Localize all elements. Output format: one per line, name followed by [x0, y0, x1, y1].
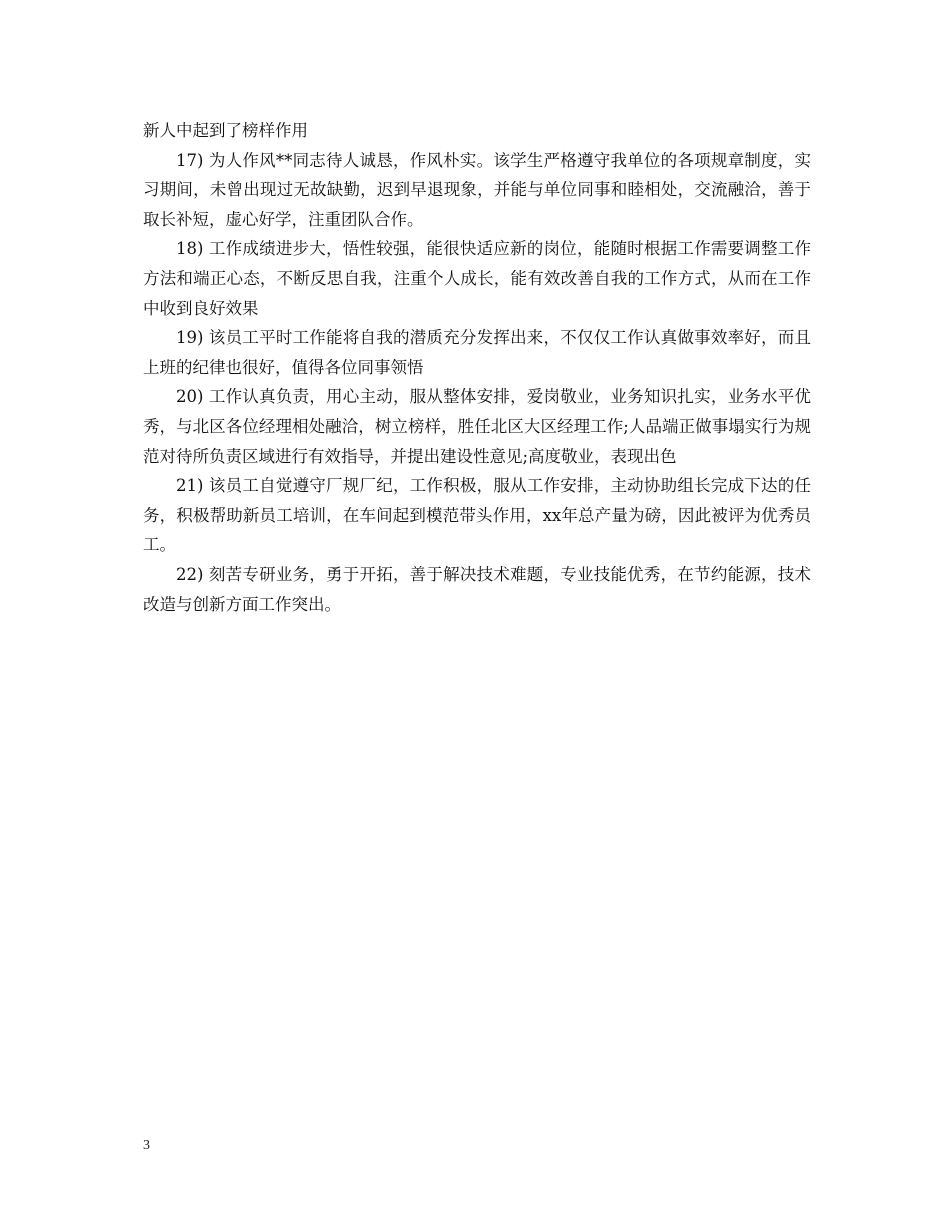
paragraph-item-20: 20) 工作认真负责，用心主动，服从整体安排，爱岗敬业，业务知识扎实，业务水平优秀，与北区各位经理相处融洽，树立榜样，胜任北区大区经理工作;人品端正做事塌实行为规范对待所负责区域进行有效指导，并提出建设性意见;高度敬业，表现出色 [143, 387, 811, 466]
paragraph-item-22: 22) 刻苦专研业务，勇于开拓，善于解决技术难题，专业技能优秀，在节约能源，技术改造与创新方面工作突出。 [143, 564, 811, 614]
paragraph-item-21: 21) 该员工自觉遵守厂规厂纪，工作积极，服从工作安排，主动协助组长完成下达的任务，积极帮助新员工培训，在车间起到模范带头作用，xx年总产量为磅，因此被评为优秀员工。 [143, 476, 811, 555]
paragraph-item-18: 18) 工作成绩进步大，悟性较强，能很快适应新的岗位，能随时根据工作需要调整工作方法和端正心态，不断反思自我，注重个人成长，能有效改善自我的工作方式，从而在工作中收到良好效果 [143, 239, 811, 318]
paragraph-item-17: 17) 为人作风**同志待人诚恳，作风朴实。该学生严格遵守我单位的各项规章制度，实习期间，未曾出现过无故缺勤，迟到早退现象，并能与单位同事和睦相处，交流融洽，善于取长补短，虚心好学，注重团队合作。 [143, 150, 811, 229]
page-number: 3 [143, 1138, 150, 1153]
paragraph-item-19: 19) 该员工平时工作能将自我的潜质充分发挥出来，不仅仅工作认真做事效率好，而且上班的纪律也很好，值得各位同事领悟 [143, 328, 811, 377]
paragraph-continuation: 新人中起到了榜样作用 [143, 121, 308, 140]
document-body [143, 116, 811, 619]
